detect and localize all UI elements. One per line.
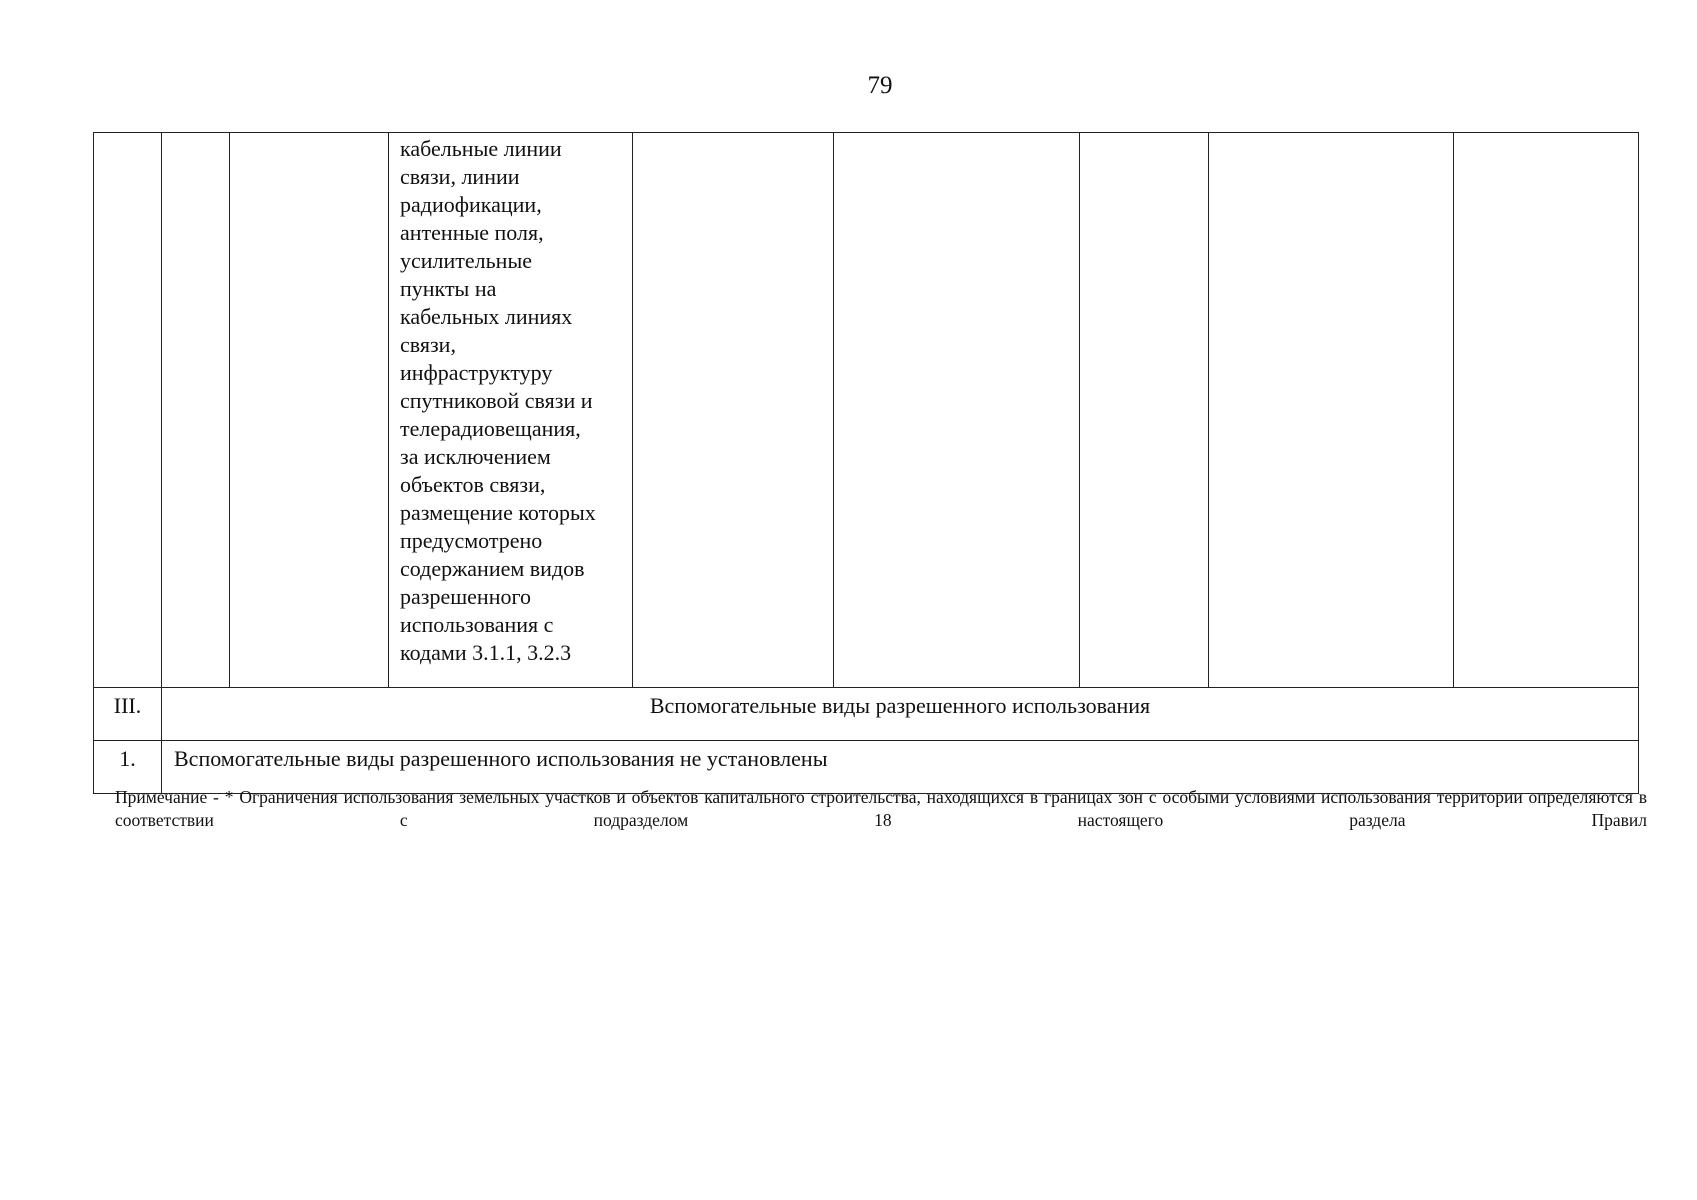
section-number: III. (94, 688, 162, 741)
table-cell-empty (1209, 133, 1454, 688)
table-cell-empty (162, 133, 230, 688)
table-cell-empty (633, 133, 834, 688)
table-row-section (94, 688, 1639, 741)
table-note: Примечание - * Ограничения использования земельных участков и объектов капитального строительства, находящихся в границах зон с особыми условиями использования территории определяются в соответствии с подразделом 18 настоящего раздела Правил (115, 787, 1647, 830)
table-cell-empty (94, 133, 162, 688)
table-cell-empty (1454, 133, 1639, 688)
table-row-continuation (94, 133, 1639, 688)
page-number: 79 (867, 72, 893, 99)
table-cell-empty (834, 133, 1080, 688)
table-cell-empty (1080, 133, 1209, 688)
table-cell-empty (230, 133, 389, 688)
permitted-use-description: кабельные линии связи, линии радиофикации, антенные поля, усилительные пункты на кабельных линиях связи, инфраструктуру спутниковой связи и телерадиовещания, за исключением объектов связи, размещение которых предусмотрено содержанием видов разрешенного использования с кодами 3.1.1, 3.2.3 (400, 136, 596, 665)
item-number: 1. (94, 741, 162, 794)
land-use-table (93, 132, 1639, 794)
item-text: Вспомогательные виды разрешенного использования не установлены (162, 741, 1639, 794)
section-title: Вспомогательные виды разрешенного использования (162, 688, 1639, 741)
table-cell-description (389, 133, 633, 688)
